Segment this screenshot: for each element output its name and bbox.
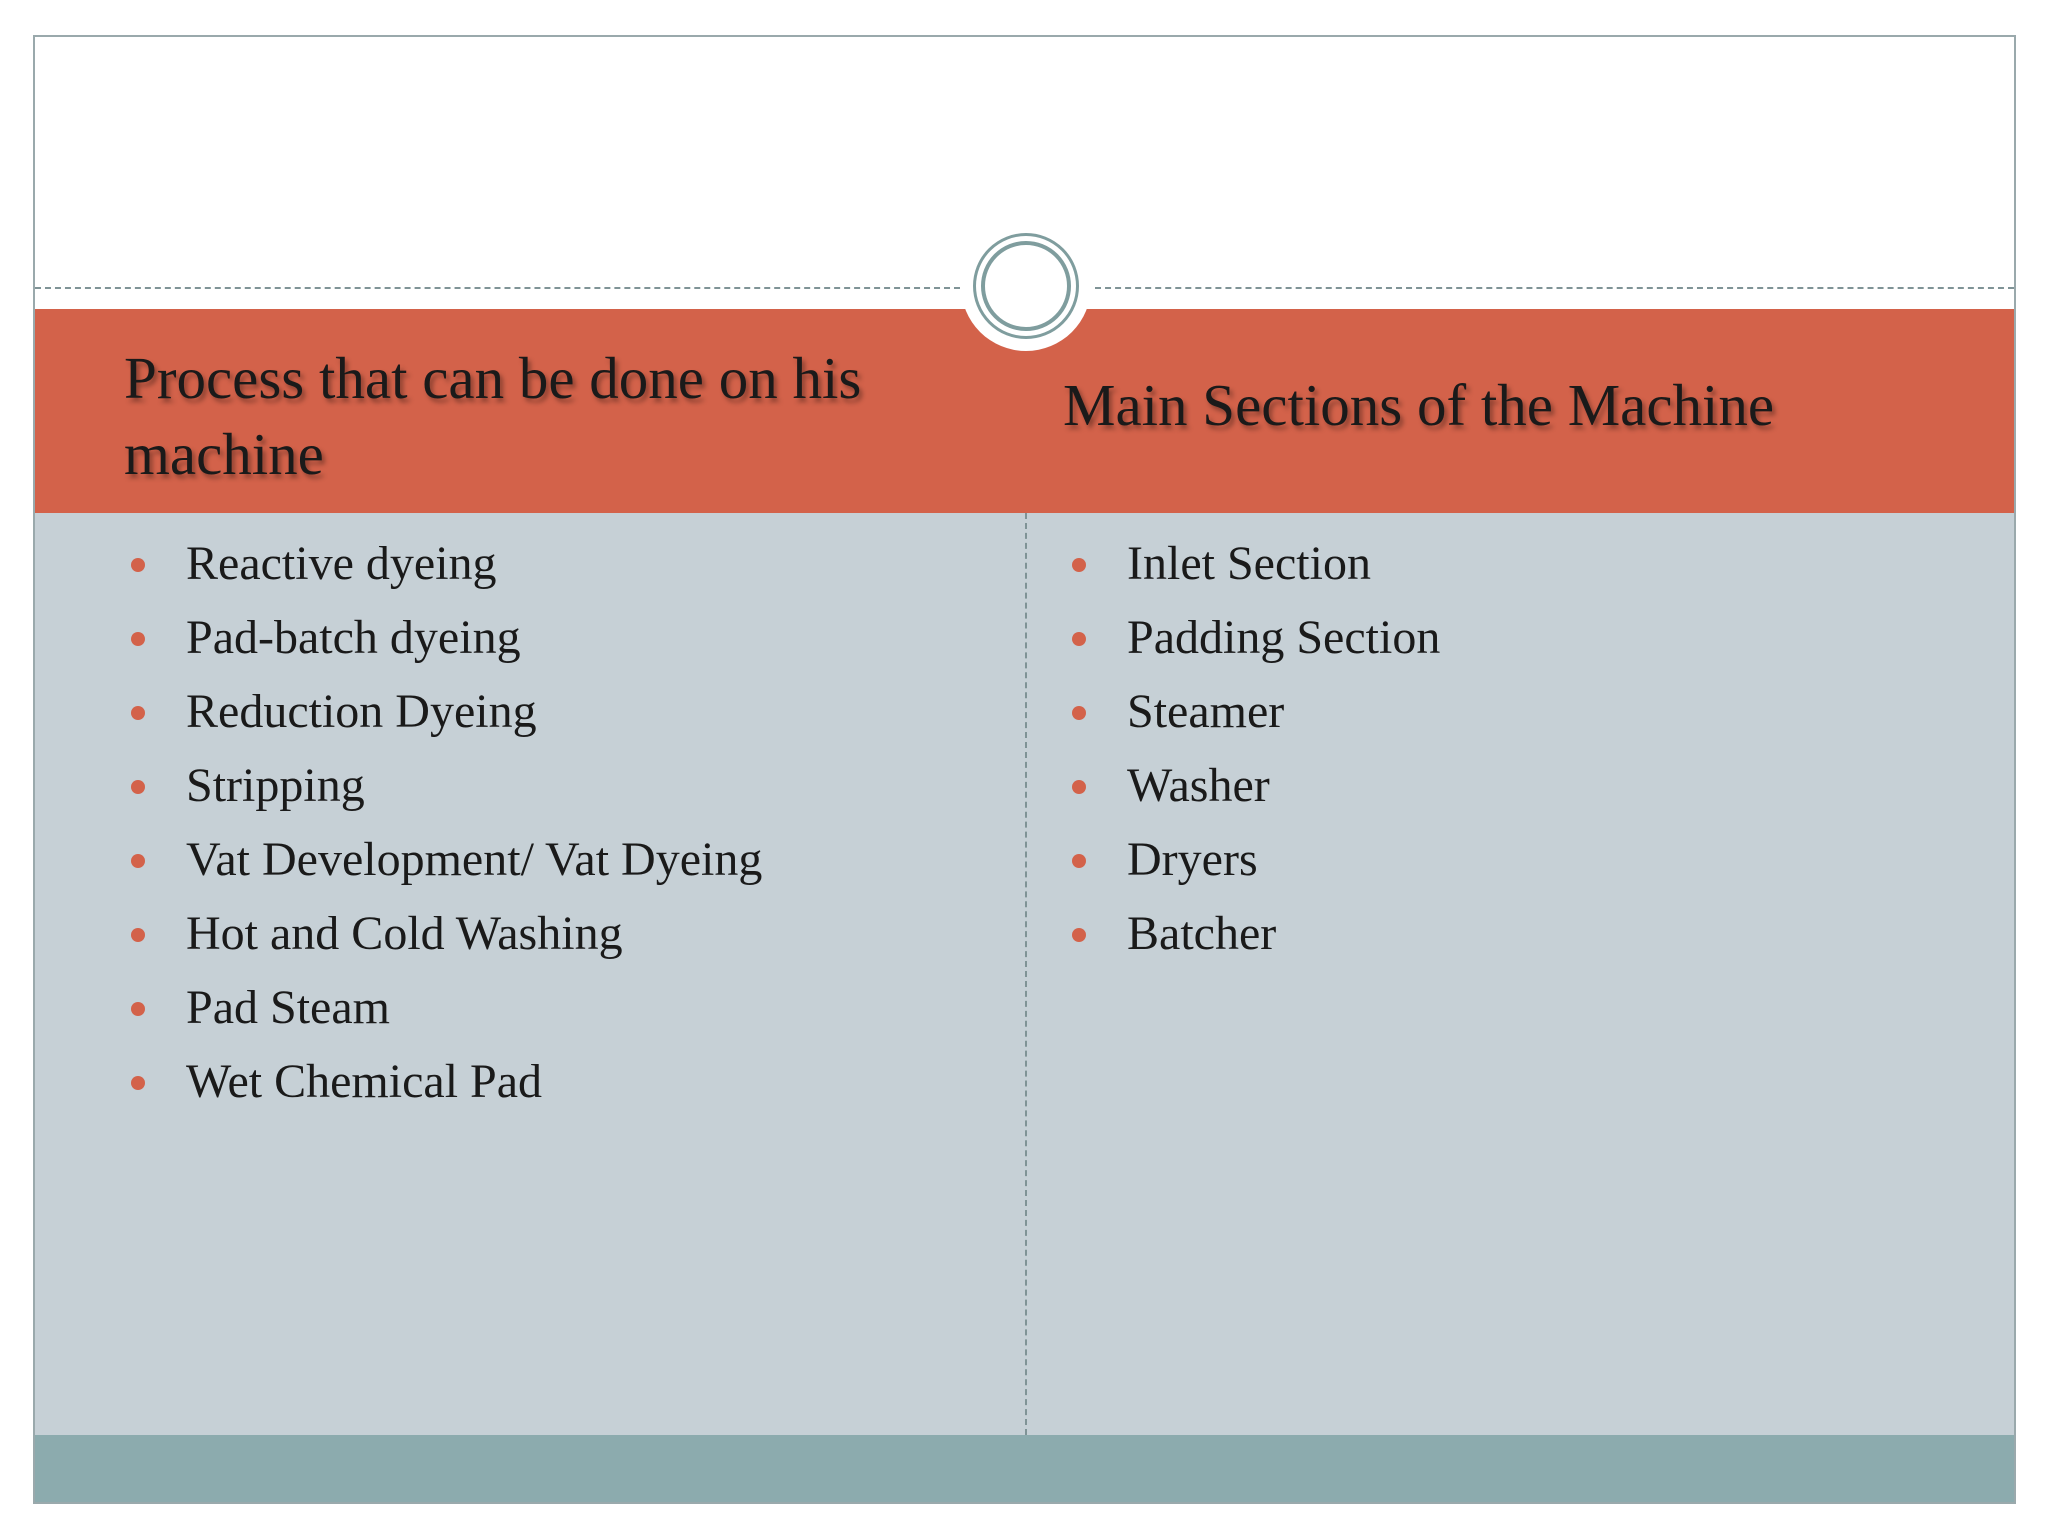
bullet-dot-icon	[131, 706, 145, 720]
bullet-dot-icon	[1072, 928, 1086, 942]
list-item	[124, 527, 1004, 601]
slide	[33, 35, 2016, 1504]
list-item-label: Washer	[1127, 759, 1270, 812]
bullet-dot-icon	[131, 780, 145, 794]
list-item-label: Pad Steam	[186, 981, 390, 1034]
list-item	[124, 749, 1004, 823]
list-item	[124, 601, 1004, 675]
list-item-label: Padding Section	[1127, 611, 1441, 664]
footer-band	[35, 1435, 2014, 1502]
list-item-label: Pad-batch dyeing	[186, 611, 521, 664]
list-item-label: Batcher	[1127, 907, 1277, 960]
left-column-heading: Process that can be done on his machine	[124, 345, 862, 487]
list-item-label: Stripping	[186, 759, 365, 812]
list-item-label: Vat Development/ Vat Dyeing	[186, 833, 763, 886]
bullet-dot-icon	[131, 1002, 145, 1016]
list-item	[124, 1045, 1004, 1119]
list-item-label: Reduction Dyeing	[186, 685, 537, 738]
bullet-dot-icon	[1072, 706, 1086, 720]
top-dashed-rule-right	[1095, 287, 2014, 289]
bullet-dot-icon	[131, 632, 145, 646]
list-item-label: Inlet Section	[1127, 537, 1371, 590]
bullet-dot-icon	[1072, 558, 1086, 572]
list-item-label: Wet Chemical Pad	[186, 1055, 543, 1108]
process-list	[124, 527, 1004, 1119]
machine-sections-list	[1065, 527, 1965, 971]
ring-ornament-inner-icon	[981, 241, 1071, 331]
list-item	[1065, 601, 1965, 675]
list-item-label: Hot and Cold Washing	[186, 907, 623, 960]
list-item	[124, 823, 1004, 897]
list-item-label: Steamer	[1127, 685, 1285, 738]
bullet-dot-icon	[1072, 780, 1086, 794]
bullet-dot-icon	[131, 558, 145, 572]
list-item	[1065, 675, 1965, 749]
bullet-dot-icon	[131, 928, 145, 942]
list-item	[1065, 897, 1965, 971]
right-column-heading: Main Sections of the Machine	[1063, 372, 1775, 438]
list-item	[1065, 527, 1965, 601]
list-item	[1065, 823, 1965, 897]
list-item	[124, 971, 1004, 1045]
bullet-dot-icon	[1072, 632, 1086, 646]
list-item	[124, 675, 1004, 749]
list-item-label: Reactive dyeing	[186, 537, 497, 590]
bullet-dot-icon	[1072, 854, 1086, 868]
top-dashed-rule-left	[35, 287, 960, 289]
bullet-dot-icon	[131, 1076, 145, 1090]
list-item	[1065, 749, 1965, 823]
list-item	[124, 897, 1004, 971]
column-divider	[1025, 513, 1027, 1435]
bullet-dot-icon	[131, 854, 145, 868]
list-item-label: Dryers	[1127, 833, 1258, 886]
